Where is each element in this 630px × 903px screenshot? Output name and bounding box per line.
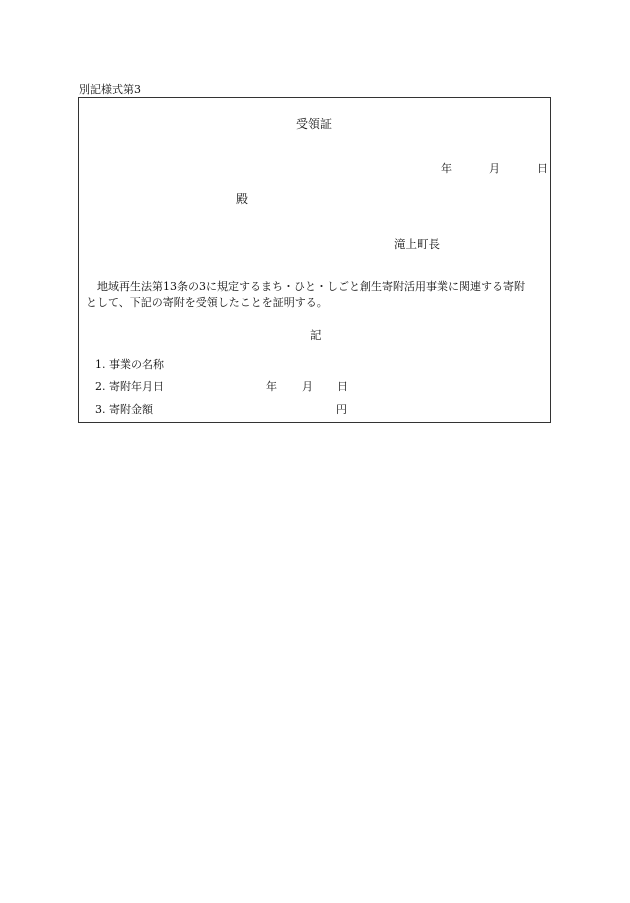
certificate-body-text [86,279,548,311]
item-donation-amount-label: 3. 寄附金額 [95,403,153,416]
certificate-title: 受領証 [296,117,333,131]
item-donation-date-label: 2. 寄附年月日 [95,380,164,393]
donation-date-year-label: 年 [266,380,277,393]
donation-date-day-label: 日 [337,380,348,393]
issue-date-month-label: 月 [489,162,500,175]
body-line-2: として、下記の寄附を受領したことを証明する。 [86,296,328,309]
body-line-1: 地域再生法第13条の3に規定するまち・ひと・しごと創生寄附活用事業に関連する寄附 [97,280,525,293]
form-number-label: 別記様式第3 [79,83,141,96]
certificate-frame [78,97,551,423]
recipient-honorific: 殿 [236,192,249,206]
issuer-name: 滝上町長 [394,237,440,251]
item-project-name-label: 1. 事業の名称 [95,358,164,371]
issue-date-year-label: 年 [441,162,452,175]
ki-heading: 記 [310,328,322,342]
donation-amount-yen-label: 円 [336,403,347,416]
issue-date-day-label: 日 [537,162,548,175]
donation-date-month-label: 月 [302,380,313,393]
